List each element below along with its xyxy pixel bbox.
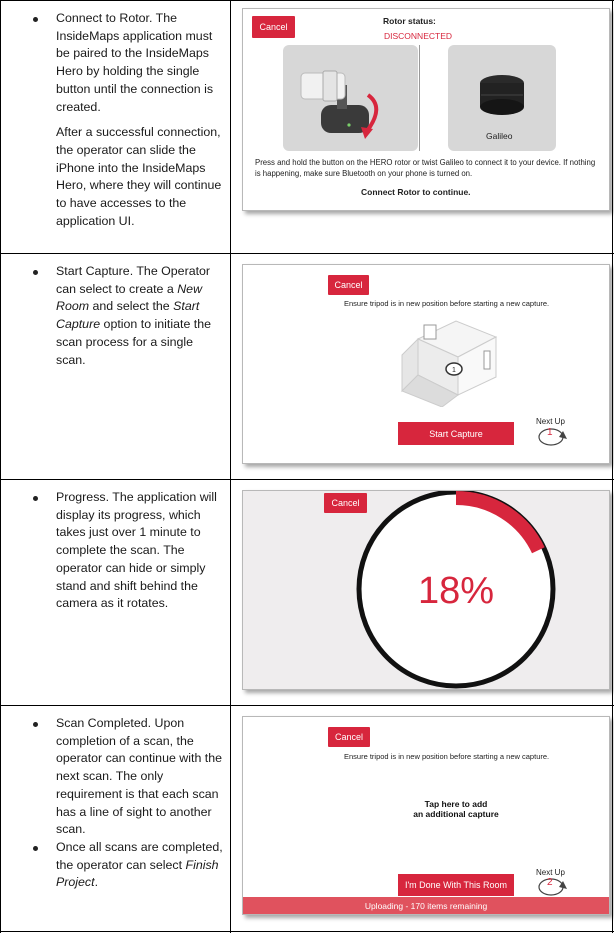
cancel-button[interactable]: Cancel [252, 16, 295, 38]
bullet-dot [33, 846, 38, 851]
paragraph-after-connection: After a successful connection, the operator can slide the iPhone into the InsideMaps Hero, where they will continue to have accesses to the application UI. [56, 125, 222, 228]
image-divider [419, 45, 420, 151]
table-border-top [0, 0, 614, 1]
cancel-button[interactable]: Cancel [328, 727, 370, 747]
bullet-text-part: Once all scans are completed, the operator can select [56, 839, 223, 872]
row-3-text [6, 489, 224, 613]
bullet-title: Progress. [56, 490, 110, 504]
next-up-label: Next Up [536, 417, 565, 426]
bullet-progress [6, 489, 224, 613]
row-divider-2 [0, 479, 614, 480]
bullet-text: Upon completion of a scan, the operator can continue with the next scan. The only requirement is that each scan has a line of sight to another scan. [56, 716, 223, 837]
table-border-bottom [0, 931, 614, 932]
next-up-number: 1 [547, 427, 553, 438]
progress-percent: 18% [417, 570, 495, 612]
cancel-button[interactable]: Cancel [328, 275, 369, 295]
rotor-status-value: DISCONNECTED [384, 31, 453, 41]
bullet-period: . [94, 875, 99, 890]
table-border-right [612, 0, 613, 933]
galileo-label: Galileo [486, 131, 513, 141]
progress-ring [243, 491, 609, 689]
start-capture-term: Start Capture [56, 299, 200, 332]
bullet-text-part: The Operator can select to create a [56, 264, 211, 296]
row-2-text [6, 263, 224, 369]
start-capture-screenshot [242, 264, 610, 464]
row-divider-1 [0, 253, 614, 254]
next-up-number: 2 [547, 877, 553, 888]
row-divider-3 [0, 705, 614, 706]
bullet-dot [33, 722, 38, 727]
bullet-text: The InsideMaps application must be paired to the InsideMaps Hero by holding the single button until the connection is created. [56, 11, 214, 114]
add-capture-tap-area[interactable] [373, 799, 539, 819]
bullet-dot [33, 270, 38, 275]
new-room-term: New Room [56, 281, 203, 314]
next-up-label: Next Up [536, 868, 565, 877]
bullet-dot [33, 496, 38, 501]
progress-screenshot [242, 490, 610, 690]
connect-rotor-screenshot [242, 8, 610, 211]
bullet-text: The application will display its progress, which takes just over 1 minute to complete the scan. The operator can hide or simply stand and shift behind the camera as it rotates. [56, 490, 217, 611]
row-4-text [6, 715, 224, 892]
rotor-status-label: Rotor status: [383, 16, 436, 26]
room-3d-illustration[interactable] [398, 315, 503, 407]
bullet-finish-project [6, 839, 224, 892]
connect-rotor-cta: Connect Rotor to continue. [361, 187, 471, 197]
bullet-title: Start Capture. [56, 264, 134, 278]
upload-status-bar: Uploading - 170 items remaining [243, 897, 609, 914]
bullet-text-part: and select the [92, 299, 170, 314]
room-marker-number: 1 [452, 367, 456, 374]
bullet-title: Connect to Rotor. [56, 11, 153, 25]
galileo-device-image[interactable] [448, 45, 556, 151]
tripod-note: Ensure tripod is in new position before starting a new capture. [344, 299, 550, 308]
bullet-title: Scan Completed. [56, 716, 152, 730]
done-with-room-button[interactable]: I'm Done With This Room [398, 874, 514, 896]
hero-rotor-illustration [283, 45, 418, 151]
row-1-text [6, 10, 224, 230]
bullet-dot [33, 17, 38, 22]
bullet-connect [6, 10, 224, 116]
start-capture-button[interactable]: Start Capture [398, 422, 514, 445]
bullet-scan-completed [6, 715, 224, 839]
tap-line-1: Tap here to add [424, 799, 488, 809]
bullet-text-part: option to initiate the scan process for a single scan. [56, 317, 212, 367]
cancel-button[interactable]: Cancel [324, 493, 367, 513]
bullet-start-capture [6, 263, 224, 369]
scan-completed-screenshot [242, 716, 610, 915]
connect-instructions: Press and hold the button on the HERO rotor or twist Galileo to connect it to your device. If nothing is happening, make sure Bluetooth on your phone is turned on. [255, 158, 596, 178]
tripod-note: Ensure tripod is in new position before starting a new capture. [344, 752, 550, 761]
column-divider [230, 0, 231, 933]
hero-rotor-image [283, 45, 418, 151]
finish-project-term: Finish Project [56, 857, 219, 890]
tap-line-2: an additional capture [413, 809, 499, 819]
table-border-left [0, 0, 1, 933]
